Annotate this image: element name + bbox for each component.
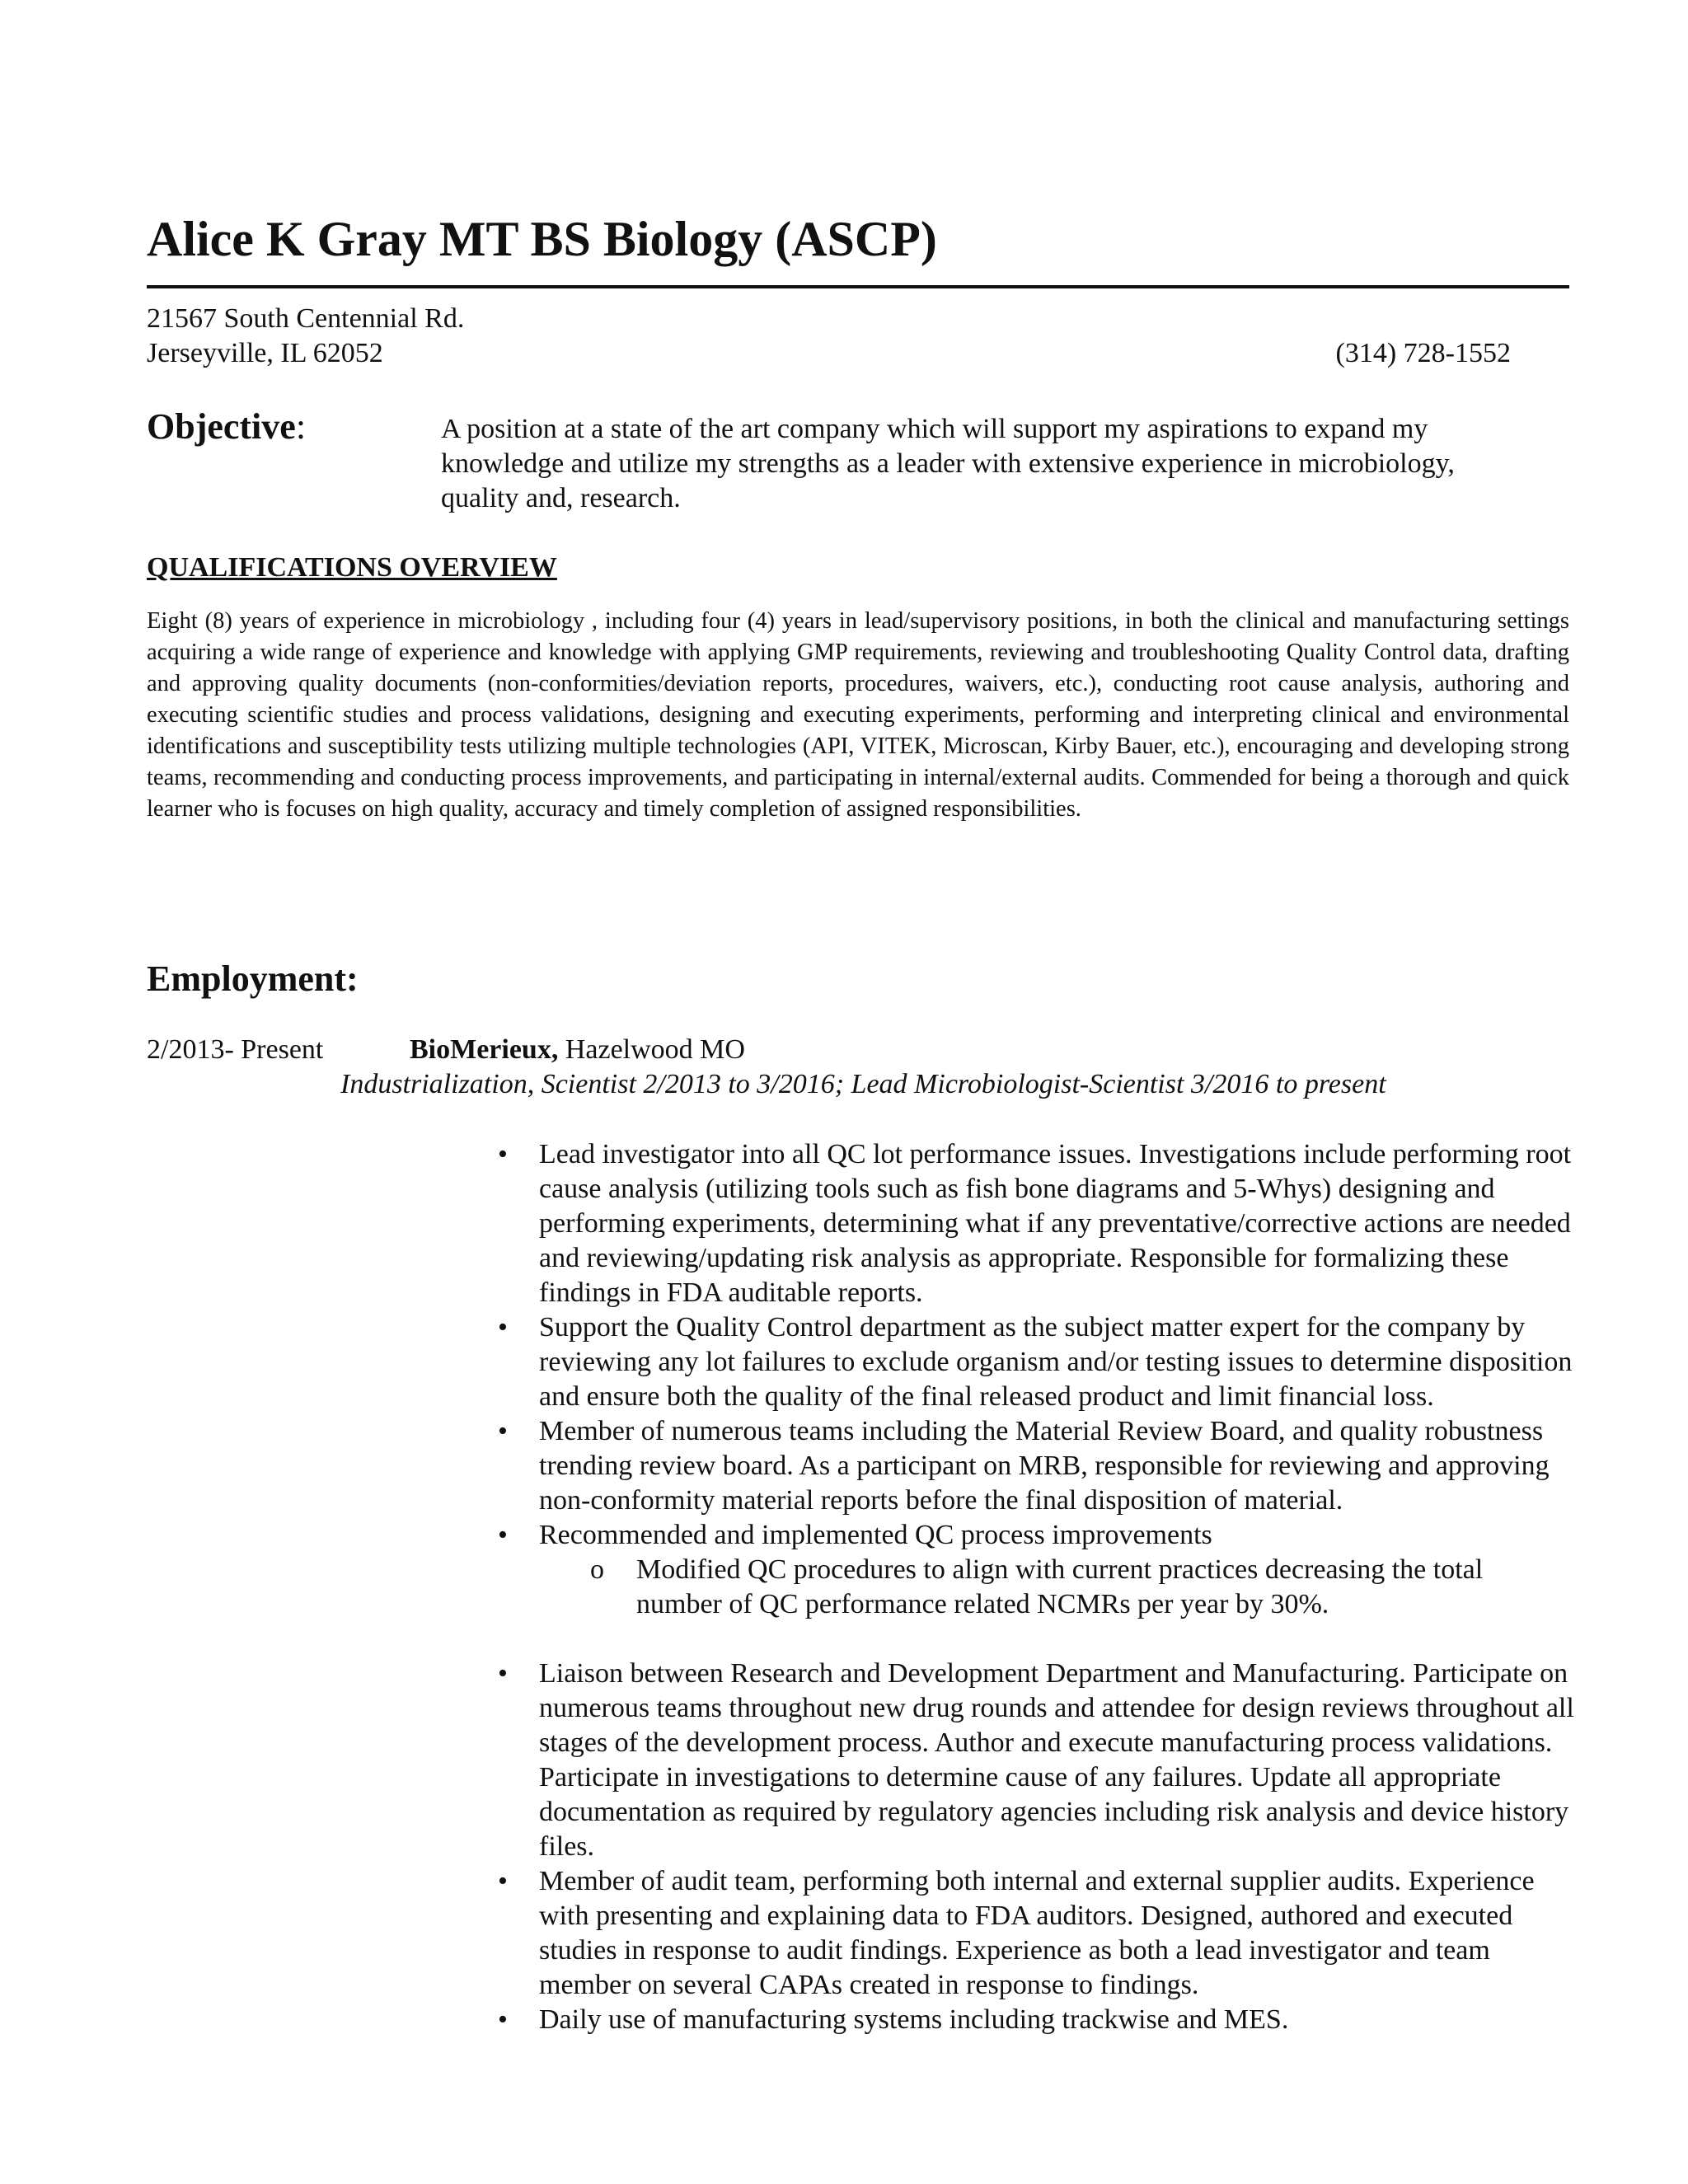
job-dates: 2/2013- Present [147, 1034, 324, 1065]
sub-list [539, 1553, 1574, 1622]
qualifications-text: Eight (8) years of experience in microbiology , including four (4) years in lead/supervisory positions, in both the clinical and manufacturing settings acquiring a wide range of experience and knowledge with applying GMP requirements, reviewing and troubleshooting Quality Control data, drafting and approving quality documents (non-conformities/deviation reports, procedures, waivers, etc.), conducting root cause analysis, authoring and executing scientific studies and process validations, designing and executing experiments, performing and interpreting clinical and environmental identifications and susceptibility tests utilizing multiple technologies (API, VITEK, Microscan, Kirby Bauer, etc.), encouraging and developing strong teams, recommending and conducting process improvements, and participating in internal/external audits. Commended for being a thorough and quick learner who is focuses on high quality, accuracy and timely completion of assigned responsibilities. [147, 608, 1569, 822]
objective-label-text: Objective [147, 406, 296, 447]
bullet-icon: • [498, 1312, 508, 1343]
list-item [486, 1864, 1574, 2003]
address-line-1: 21567 South Centennial Rd. [147, 303, 465, 334]
bullet-icon: • [498, 2004, 508, 2035]
objective-label-colon: : [295, 406, 307, 447]
job-location: Hazelwood MO [558, 1034, 745, 1065]
list-item-text: Member of audit team, performing both internal and external supplier audits. Experience with presenting and explaining data to FDA auditors. Designed, authored and executed studies in response to audit findings. Experience as both a lead investigator and team member on several CAPAs created in response to findings. [539, 1866, 1535, 2000]
header-divider [147, 285, 1569, 288]
list-item-text: Lead investigator into all QC lot performance issues. Investigations include performing root cause analysis (utilizing tools such as fish bone diagrams and 5-Whys) designing and performing experiments, determining what if any preventative/corrective actions are needed and reviewing/updating risk analysis as appropriate. Responsible for formalizing these findings in FDA auditable reports. [539, 1139, 1572, 1308]
bullet-icon: • [498, 1520, 508, 1550]
list-item [486, 1310, 1574, 1414]
job-company [410, 1033, 745, 1067]
bullet-icon: • [498, 1416, 508, 1446]
employment-heading: Employment: [147, 958, 359, 999]
job-title: Industrialization, Scientist 2/2013 to 3/2016; Lead Microbiologist-Scientist 3/2016 to present [340, 1069, 1386, 1099]
phone-number: (314) 728-1552 [1335, 338, 1511, 368]
sub-list-item [486, 1553, 1574, 1622]
list-item-text: Recommended and implemented QC process improvements [539, 1520, 1212, 1550]
list-item [486, 2003, 1574, 2037]
list-item-text: Liaison between Research and Development Department and Manufacturing. Participate on numerous teams throughout new drug rounds and attendee for design reviews throughout all stages of the development process. Author and execute manufacturing process validations. Participate in investigations to determine cause of any failures. Update all appropriate documentation as required by regulatory agencies including risk analysis and device history files. [539, 1658, 1574, 1862]
list-item [486, 1657, 1574, 1864]
list-spacer [486, 1622, 1574, 1657]
list-item [486, 1518, 1574, 1622]
address-line-2: Jerseyville, IL 62052 [147, 338, 383, 368]
bullet-icon: • [498, 1658, 508, 1689]
objective-text: A position at a state of the art company which will support my aspirations to expand my knowledge and utilize my strengths as a leader with extensive experience in microbiology, quality and, research. [441, 414, 1455, 513]
bullet-icon: • [498, 1866, 508, 1896]
job-responsibilities-list [486, 1137, 1574, 2037]
sub-list-item-text: Modified QC procedures to align with current practices decreasing the total number of QC performance related NCMRs per year by 30%. [636, 1554, 1484, 1619]
sub-bullet-icon: o [590, 1554, 604, 1585]
list-item-text: Support the Quality Control department as the subject matter expert for the company by reviewing any lot failures to exclude organism and/or testing issues to determine disposition and ensure both the quality of the final released product and limit financial loss. [539, 1312, 1573, 1412]
qualifications-heading: QUALIFICATIONS OVERVIEW [147, 552, 557, 583]
objective-label [147, 404, 306, 450]
job-company-name: BioMerieux, [410, 1034, 559, 1065]
list-item [486, 1137, 1574, 1310]
candidate-name: Alice K Gray MT BS Biology (ASCP) [147, 212, 937, 266]
list-item-text: Member of numerous teams including the Material Review Board, and quality robustness trending review board. As a participant on MRB, responsible for reviewing and approving non-conformity material reports before the final disposition of material. [539, 1416, 1550, 1516]
list-item-text: Daily use of manufacturing systems including trackwise and MES. [539, 2004, 1289, 2035]
list-item [486, 1414, 1574, 1518]
bullet-icon: • [498, 1139, 508, 1169]
